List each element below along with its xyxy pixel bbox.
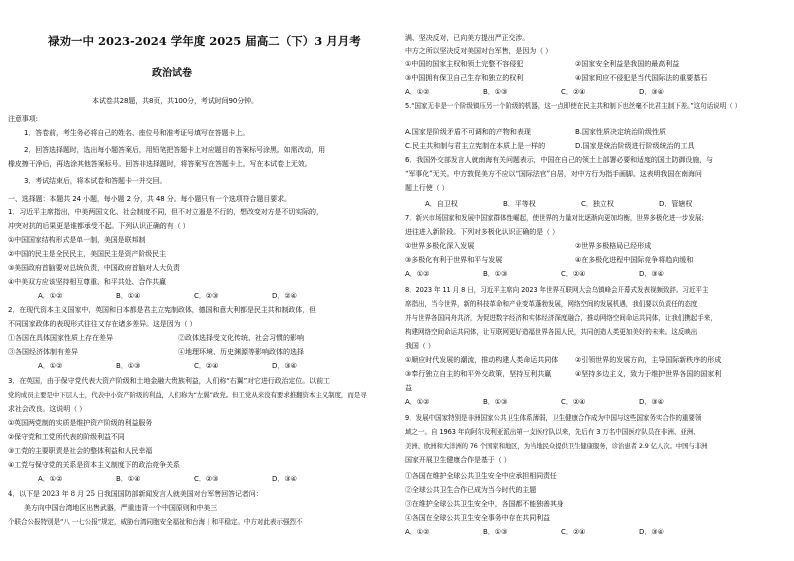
q7-item: ③多极化有利于世界和平与发展 [405,256,503,264]
exam-title: 禄劝一中 2023-2024 学年度 2025 届高二（下）3 月月考 [48,34,361,48]
answer-option[interactable]: A．①② [405,398,430,406]
q4-item: ④国家间应不侵犯是当代国际法的重要基石 [575,74,708,82]
q5-options [405,142,745,151]
q8-stem: 席指出，当今世界，新的科技革命和产业变革蓬勃发展，网络空间的发展机遇，我们要以负责任的态度 [405,300,698,308]
q2-item: ①各国在具体国家性质上存在差异 [8,334,113,342]
answer-option[interactable]: C．②④ [194,362,219,370]
q1-item: ③美国政府首脑要对总统负责，中国政府首脑对人大负责 [8,264,180,272]
q4-stem: 美方向中国台湾地区出售武器，严重违背一个中国原则和中美三 [24,504,218,512]
q1-stem: 1．习近平主席指出，中美两国文化、社会制度不同，但不对立遏是不行的，想改变对方是不切实际的， [8,208,323,216]
notice-item: 2．回答选择题时，选出每小题答案后，用铅笔把答题卡上对应题目的答案标号涂黑。如需改动，用 [24,146,326,154]
q3-item: ①英国两党制的实质是维护资产阶级的利益服务 [8,419,153,427]
q4-stem: 满、坚决反对，已向美方提出严正交涉。 [405,34,530,42]
q4-stem: 个联合公报特别是“八 一七公报”规定，威胁台湾同胞安全福祉和台海｜和平稳定。中方对此表示强烈不 [8,518,303,526]
q8-item: ②引领世界的发展方向，主导国际新秩序的形成 [575,356,722,364]
answer-option[interactable]: B．①④ [116,475,141,483]
q6-options [425,200,737,209]
q8-stem: 我国（ ） [405,342,435,350]
answer-option[interactable]: A．①② [38,292,63,300]
answer-option[interactable]: A．①② [405,88,430,96]
q7-options [405,270,717,279]
q8-item-tail: 益 [405,384,412,392]
q9-options [405,528,717,537]
answer-option[interactable]: D.国家是统治阶级进行阶级统治的工具 [575,142,695,150]
answer-option[interactable]: D．②④ [272,292,297,300]
q1-stem: 冲突对抗的后果更是谁都承受不起。下列认识正确的有（ ） [8,222,190,230]
q1-item: ④中美双方应该坚持相互尊重、和平共处、合作共赢 [8,278,166,286]
answer-option[interactable]: B．①④ [116,292,141,300]
q3-item: ③工党的主要职责是社会的整体利益和人民幸福 [8,447,153,455]
answer-option[interactable]: D．③④ [272,362,297,370]
answer-option[interactable]: A．①② [405,270,430,278]
q4-items [405,60,745,69]
q7-item: ②世界多极格局已经形成 [575,242,652,250]
answer-option[interactable]: B．①③ [483,270,508,278]
q6-stem: “军事化”无关。中方敦促美方不应以“国际法官”自居，对中方行为指手画脚。这表明我国在南海问 [405,170,702,178]
answer-option[interactable]: D．③④ [272,475,297,483]
q3-item: ④工党与保守党的关系是资本主义制度下的政治竞争关系 [8,461,180,469]
q7-item: ④在多极化进程中国际竞争将趋向缓和 [575,256,694,264]
answer-option[interactable]: A．自卫权 [425,200,458,208]
q7-items [405,256,745,265]
answer-option[interactable]: D．管辖权 [659,200,693,208]
q8-stem: 构建网络空间命运共同体，让互联网更好造福世界各国人民，共同创造人类更加美好的未来。这反映出 [405,328,698,336]
q9-stem: 域之一。自 1963 年向阿尔及利亚派出第一支医疗队以来，先后有 3 万名中国医疗队员在非洲、亚洲、 [405,428,700,436]
answer-option[interactable]: B．①③ [116,362,141,370]
q9-item: ①各国在维护全球公共卫生安全中应承担相同责任 [405,472,557,480]
q2-items [8,348,348,357]
answer-option[interactable]: B.国家性质决定统治阶级性质 [575,128,667,136]
answer-option[interactable]: A．①② [38,475,63,483]
notice-heading: 注意事项: [8,115,38,123]
answer-option[interactable]: A．①② [38,362,63,370]
q6-stem: 题上行使（ ） [405,184,449,192]
q5-stem: 5.“国家无非是一个阶级镇压另一个阶级的机器，这一点即使在民主共和制下也丝毫不比君主制下差。”这句话说明（ ） [405,102,742,110]
answer-option[interactable]: A．①② [405,528,430,536]
q7-stem: 7．新兴市场国家和发展中国家群体性崛起，使世界的力量对比逐渐向更加均衡，世界多极化进一步发展； [405,214,708,222]
exam-subject: 政治试卷 [152,68,192,79]
q3-stem: 求社会改良。这说明（ ） [8,405,87,413]
q9-item: ③在维护全球公共卫生安全中，各国都不能独善其身 [405,500,564,508]
q3-stem: 3．在英国，由于保守党代表大资产阶级和土地金融大贵族利益，人们称“右翼”对它进行政治定位。以前工 [8,377,330,385]
q7-items [405,242,745,251]
answer-option[interactable]: A.国家是阶级矛盾不可调和的产物和表现 [405,128,531,136]
q4-item: ①中国的国家主权和领土完整不容侵犯 [405,60,524,68]
q8-item: ③奉行独立自主的和平外交政策，坚持互利共赢 [405,370,552,378]
q2-item: ②政体选择受文化传统、社会习惯的影响 [178,334,304,342]
q9-stem: 美洲、欧洲和大洋洲的 76 个国家和地区，为当地民众提供卫生健康服务，诊治患者 2.9 亿人次。中国与非洲 [405,442,708,450]
q1-item: ①中国国家结构形式是单一制，美国是联邦制 [8,236,146,244]
q2-options [38,362,350,371]
q3-item: ②保守党和工党所代表的阶级利益不同 [8,433,125,441]
q8-stem: 8．2023 年 11 月 8 日，习近平主席向 2023 年世界互联网大会乌镇峰会开幕式发表视频致辞。习近平主 [405,286,709,294]
q9-stem: 9．发展中国家特别是非洲国家公共卫生体系薄弱，卫生健康合作成为中国与这些国家务实合作的重要领 [405,414,702,422]
answer-option[interactable]: C．②④ [561,398,586,406]
q1-item: ②中国的民主是全民民主，美国民主是资产阶级民主 [8,250,166,258]
answer-option[interactable]: C．②③ [194,292,219,300]
q8-items [405,370,745,379]
q1-options [38,292,350,301]
q8-stem: 并与世界各国同舟共济，为促进数字经济和实体经济深度融合，推动网络空间命运共同体，让我们携起手来， [405,314,717,322]
q2-items [8,334,348,343]
answer-option[interactable]: D．③④ [639,88,664,96]
exam-info: 本试卷共28题，共8页，共100分，考试时间90分钟。 [92,97,258,105]
answer-option[interactable]: D．③④ [639,398,664,406]
q5-options [405,128,745,137]
notice-item: 橡皮擦干净后，再选涂其他答案标号。回答非选择题时，将答案写在答题卡上。写在本试卷上无效。 [8,160,312,168]
notice-item: 1．答卷前，考生务必将自己的姓名、座位号和准考证号填写在答题卡上。 [24,129,250,137]
q8-item: ④坚持多边主义，致力于维护世界各国的国家利 [575,370,722,378]
q8-options [405,398,717,407]
q4-items [405,74,745,83]
section-heading: 一、选择题：本题共 24 小题，每小题 2 分，共 48 分。每小题只有一个选项符合题目要求。 [8,195,291,203]
q3-options [38,475,350,484]
q9-item: ②全球公共卫生合作已成为当今时代的主题 [405,486,537,494]
answer-option[interactable]: C．②④ [561,88,586,96]
answer-option[interactable]: C．独立权 [581,200,614,208]
answer-option[interactable]: B．①③ [483,528,508,536]
answer-option[interactable]: C．②④ [561,528,586,536]
q2-stem: 2．在现代资本主义国家中，英国和日本都是君主立宪制政体，德国和意大利都是民主共和制政体，但 [8,306,316,314]
q9-item: ④各国在全球公共卫生安全事务中存在共同利益 [405,514,550,522]
q9-stem: 国家开展卫生健康合作是基于（ ） [405,456,511,464]
answer-option[interactable]: C．②③ [194,475,219,483]
answer-option[interactable]: C.民主共和制与君主立宪制在本质上是一样的 [405,142,546,150]
q8-item: ①顺应时代发展的潮流，推动构建人类命运共同体 [405,356,559,364]
q4-options [405,88,717,97]
q3-stem: 党的成员主要是中下层人士，代表中小资产阶级的利益，人们称为“左翼”政党。但工党从来没有要求推翻资本主义制度，而是寻 [8,391,367,399]
q6-stem: 6．我国外交部发言人就南海有关问题表示，中国在自己的领土上部署必要和适度的国土防御设施，与 [405,156,713,164]
answer-option[interactable]: B．①③ [483,398,508,406]
q4-item: ②国家安全利益是我国的最高利益 [575,60,680,68]
q7-item: ①世界多极化深入发展 [405,242,475,250]
q2-item: ③各国经济体制有差异 [8,348,78,356]
answer-option[interactable]: D．③④ [639,528,664,536]
q4-stem: 4．以下是 2023 年 8 月 25 日我国国防部新闻发言人就美国对台军售回答记者问： [8,490,263,498]
q4-stem: 中方之所以坚决反对美国对台军售，是因为（ ） [405,47,553,55]
answer-option[interactable]: B．平等权 [503,200,536,208]
q7-stem: 进往进入新阶段。下列对多极化认识正确的是（ ） [405,228,559,236]
answer-option[interactable]: B．①③ [483,88,508,96]
answer-option[interactable]: D．③④ [639,270,664,278]
q4-item: ③中国拥有保卫自己生存和独立的权利 [405,74,524,82]
q2-item: ④地理环境、历史渊源等影响政体的选择 [178,348,304,356]
q2-stem: 不同国家政体的表现形式往往又存在诸多差异。这是因为（ ） [8,320,197,328]
answer-option[interactable]: C．②④ [561,270,586,278]
q8-items [405,356,745,365]
notice-item: 3．考试结束后，将本试卷和答题卡一并交回。 [24,177,167,185]
